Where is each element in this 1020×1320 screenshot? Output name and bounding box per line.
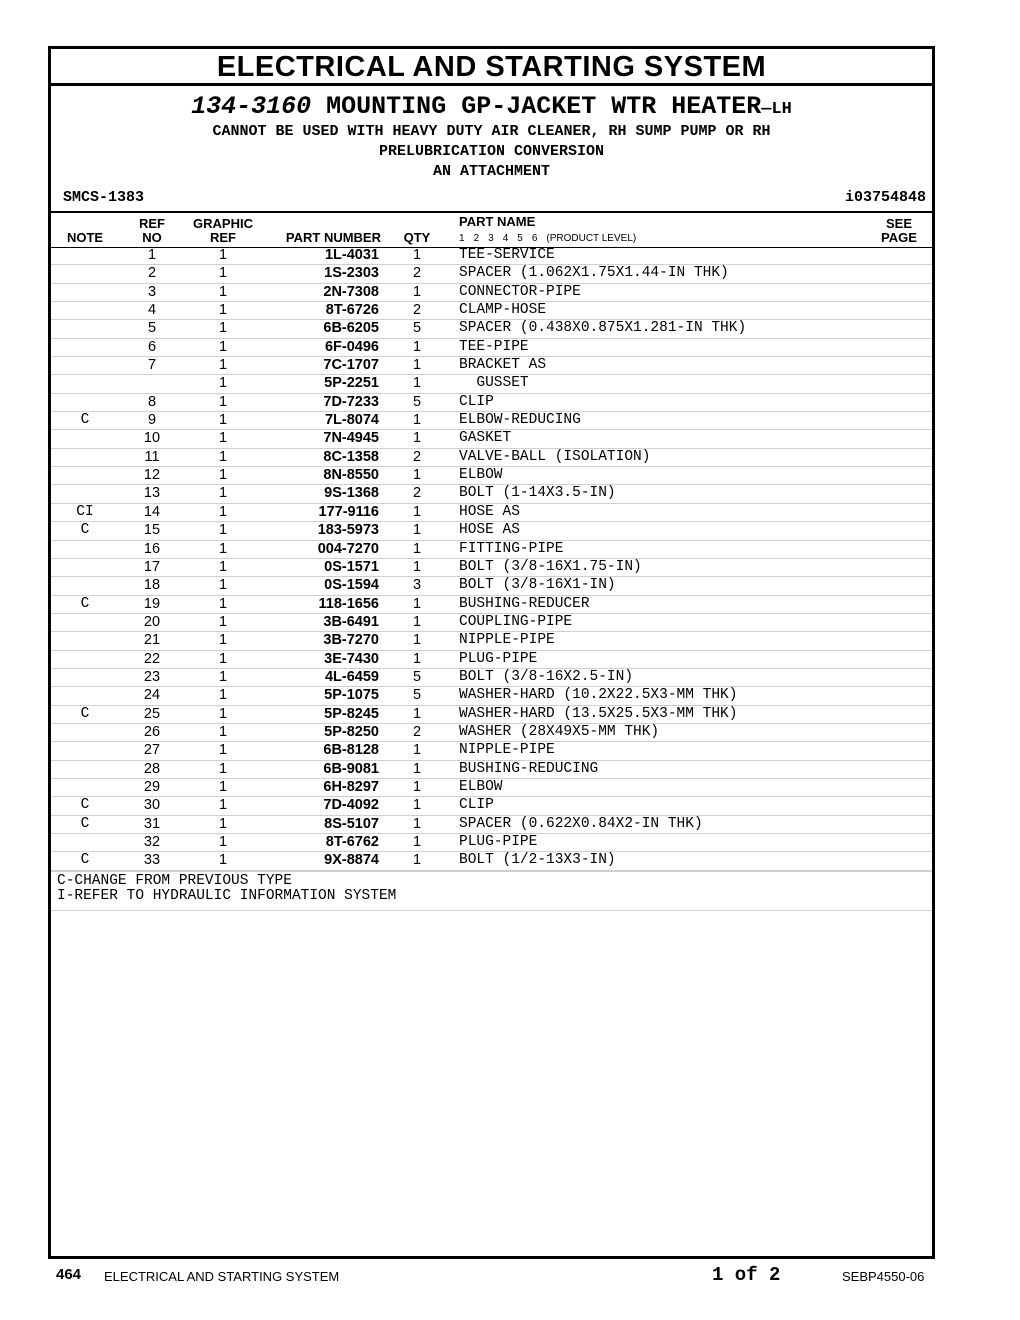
- qty-cell: 1: [412, 283, 422, 300]
- col-see-page-header-bottom: PAGE: [881, 230, 917, 245]
- level-2: 2: [473, 233, 480, 244]
- qty-cell: 1: [412, 522, 422, 539]
- part-number-cell: 177-9116: [318, 503, 379, 520]
- qty-cell: 1: [412, 338, 422, 355]
- part-number-cell: 0S-1571: [324, 558, 379, 575]
- qty-cell: 1: [412, 595, 422, 612]
- part-number-cell: 9X-8874: [324, 852, 379, 869]
- graphic-ref-cell: 1: [218, 577, 228, 594]
- part-number-cell: 1S-2303: [324, 265, 379, 282]
- footer-section: ELECTRICAL AND STARTING SYSTEM: [104, 1269, 340, 1284]
- table-row: [51, 651, 932, 669]
- table-row: [51, 761, 932, 779]
- qty-cell: 1: [412, 778, 422, 795]
- graphic-ref-cell: 1: [218, 448, 228, 465]
- part-number-cell: 5P-8250: [324, 723, 379, 740]
- table-row: [51, 669, 932, 687]
- graphic-ref-cell: 1: [218, 430, 228, 447]
- level-1: 1: [459, 233, 465, 244]
- part-name-cell: PLUG-PIPE: [459, 834, 538, 850]
- note-cell: CI: [76, 503, 94, 520]
- table-row: [51, 724, 932, 742]
- graphic-ref-cell: 1: [218, 650, 228, 667]
- product-level-label: (PRODUCT LEVEL): [546, 233, 637, 244]
- parts-list: [51, 247, 932, 871]
- graphic-ref-cell: 1: [218, 522, 228, 539]
- part-name-cell: WASHER-HARD (13.5X25.5X3-MM THK): [459, 705, 738, 722]
- qty-cell: 5: [412, 668, 422, 685]
- table-row: [51, 797, 932, 815]
- ref-no-cell: 33: [143, 852, 161, 869]
- graphic-ref-cell: 1: [218, 540, 228, 557]
- table-row: [51, 834, 932, 852]
- part-number-cell: 9S-1368: [324, 485, 379, 502]
- part-name-cell: BOLT (1/2-13X3-IN): [459, 852, 616, 869]
- part-name-cell: SPACER (1.062X1.75X1.44-IN THK): [459, 265, 729, 282]
- ref-no-cell: 14: [143, 503, 161, 520]
- table-row: [51, 357, 932, 375]
- graphic-ref-cell: 1: [218, 503, 228, 520]
- qty-cell: 1: [412, 632, 422, 649]
- part-name-cell: CLIP: [459, 797, 494, 814]
- part-number-cell: 7D-7233: [323, 393, 379, 410]
- table-row: [51, 394, 932, 412]
- graphic-ref-cell: 1: [218, 283, 228, 300]
- part-name-cell: BOLT (3/8-16X2.5-IN): [459, 668, 634, 685]
- graphic-ref-cell: 1: [218, 393, 228, 410]
- ref-no-cell: 31: [143, 815, 161, 832]
- table-row: [51, 247, 932, 265]
- ref-no-cell: 5: [147, 320, 157, 337]
- part-number-cell: 7L-8074: [324, 412, 379, 429]
- graphic-ref-cell: 1: [218, 834, 228, 850]
- table-row: [51, 816, 932, 834]
- group-title: [51, 92, 932, 125]
- ref-no-cell: 19: [143, 595, 161, 612]
- col-graphic-header-bottom: REF: [210, 230, 236, 245]
- ref-no-cell: 23: [143, 668, 161, 685]
- graphic-ref-cell: 1: [218, 595, 228, 612]
- ref-no-cell: 1: [147, 247, 157, 263]
- table-row: [51, 485, 932, 503]
- ref-no-cell: 10: [143, 430, 161, 447]
- table-row: [51, 742, 932, 760]
- qty-cell: 1: [412, 797, 422, 814]
- ref-no-cell: 4: [147, 302, 157, 319]
- footer-page-number: 464: [56, 1266, 82, 1283]
- part-number-cell: 8S-5107: [324, 815, 379, 832]
- table-row: [51, 430, 932, 448]
- ref-no-cell: 16: [143, 540, 161, 557]
- qty-cell: 1: [412, 760, 422, 777]
- ref-no-cell: 29: [143, 778, 161, 795]
- part-number-cell: 3E-7430: [324, 650, 379, 667]
- table-row: [51, 852, 932, 870]
- part-name-cell: BOLT (1-14X3.5-IN): [459, 485, 616, 502]
- table-row: [51, 265, 932, 283]
- table-row: [51, 504, 932, 522]
- part-name-cell: BRACKET AS: [459, 357, 547, 374]
- graphic-ref-cell: 1: [218, 632, 228, 649]
- ref-no-cell: 6: [147, 338, 157, 355]
- graphic-ref-cell: 1: [218, 338, 228, 355]
- table-row: [51, 779, 932, 797]
- ref-no-cell: 30: [143, 797, 161, 814]
- ref-no-cell: 13: [143, 485, 161, 502]
- col-see-page-header-top: SEE: [885, 216, 912, 231]
- notes-divider: [51, 871, 932, 872]
- part-name-cell: SPACER (0.438X0.875X1.281-IN THK): [459, 320, 747, 337]
- group-number: 134-3160: [191, 92, 312, 121]
- col-part-number-header: PART NUMBER: [285, 230, 381, 245]
- footer-doc-number: SEBP4550-06: [842, 1269, 925, 1284]
- header-divider: [51, 211, 932, 213]
- qty-cell: 1: [412, 834, 422, 850]
- graphic-ref-cell: 1: [218, 357, 228, 374]
- ref-no-cell: 32: [143, 834, 161, 850]
- smcs-code: SMCS-1383: [63, 189, 145, 206]
- qty-cell: 1: [412, 430, 422, 447]
- ref-no-cell: 27: [143, 742, 161, 759]
- group-name: MOUNTING GP-JACKET WTR HEATER: [326, 92, 762, 121]
- qty-cell: 1: [412, 247, 422, 263]
- qty-cell: 3: [412, 577, 422, 594]
- ref-no-cell: 24: [143, 687, 161, 704]
- ref-no-cell: 17: [143, 558, 161, 575]
- graphic-ref-cell: 1: [218, 467, 228, 484]
- col-graphic-header-top: GRAPHIC: [193, 216, 253, 231]
- level-5: 5: [517, 233, 523, 244]
- graphic-ref-cell: 1: [218, 778, 228, 795]
- table-row: [51, 577, 932, 595]
- part-number-cell: 1L-4031: [324, 247, 379, 263]
- graphic-ref-cell: 1: [218, 742, 228, 759]
- ref-no-cell: 25: [143, 705, 161, 722]
- qty-cell: 1: [412, 503, 422, 520]
- table-row: [51, 541, 932, 559]
- qty-cell: 1: [412, 742, 422, 759]
- qty-cell: 5: [412, 320, 422, 337]
- col-note-header: NOTE: [66, 230, 104, 245]
- part-number-cell: 118-1656: [318, 595, 379, 612]
- part-name-cell: ELBOW: [459, 467, 503, 484]
- part-number-cell: 7D-4092: [323, 797, 379, 814]
- table-row: [51, 522, 932, 540]
- note-cell: C: [80, 412, 90, 429]
- part-name-cell: BUSHING-REDUCING: [459, 760, 599, 777]
- graphic-ref-cell: 1: [218, 265, 228, 282]
- ref-no-cell: 12: [143, 467, 161, 484]
- graphic-ref-cell: 1: [218, 558, 228, 575]
- ref-no-cell: 7: [147, 357, 157, 374]
- qty-cell: 1: [412, 467, 422, 484]
- part-number-cell: 3B-7270: [323, 632, 379, 649]
- col-part-name-header: PART NAME: [459, 214, 536, 229]
- col-qty-header: QTY: [403, 230, 431, 245]
- table-row: [51, 559, 932, 577]
- part-name-cell: VALVE-BALL (ISOLATION): [459, 448, 651, 465]
- part-name-cell: TEE-SERVICE: [459, 247, 555, 263]
- table-row: [51, 632, 932, 650]
- ref-no-cell: 8: [147, 393, 157, 410]
- part-number-cell: 004-7270: [317, 540, 379, 557]
- graphic-ref-cell: 1: [218, 320, 228, 337]
- subtitle-line-3: AN ATTACHMENT: [432, 163, 551, 180]
- qty-cell: 2: [412, 448, 422, 465]
- graphic-ref-cell: 1: [218, 852, 228, 869]
- table-row: [51, 320, 932, 338]
- table-row: [51, 614, 932, 632]
- part-name-cell: WASHER-HARD (10.2X22.5X3-MM THK): [459, 687, 738, 704]
- table-row: [51, 412, 932, 430]
- ref-no-cell: 11: [144, 448, 160, 465]
- graphic-ref-cell: 1: [218, 247, 228, 263]
- illustration-id: i03754848: [844, 189, 926, 206]
- ref-no-cell: 18: [143, 577, 161, 594]
- qty-cell: 2: [412, 485, 422, 502]
- footer-page-of: 1 of 2: [712, 1264, 781, 1286]
- product-levels: [459, 233, 645, 244]
- ref-no-cell: 3: [147, 283, 157, 300]
- ref-no-cell: 28: [143, 760, 161, 777]
- part-number-cell: 8C-1358: [323, 448, 379, 465]
- graphic-ref-cell: 1: [218, 705, 228, 722]
- col-ref-header-bottom: NO: [142, 230, 162, 245]
- part-number-cell: 6H-8297: [323, 778, 379, 795]
- table-row: [51, 284, 932, 302]
- part-number-cell: 7C-1707: [323, 357, 379, 374]
- part-number-cell: 5P-1075: [324, 687, 379, 704]
- level-6: 6: [531, 233, 538, 244]
- part-number-cell: 0S-1594: [324, 577, 379, 594]
- graphic-ref-cell: 1: [218, 302, 228, 319]
- part-number-cell: 6B-9081: [323, 760, 379, 777]
- table-row: [51, 706, 932, 724]
- notes-bottom-divider: [51, 910, 932, 911]
- note-cell: C: [80, 797, 90, 814]
- part-name-cell: BOLT (3/8-16X1.75-IN): [459, 558, 642, 575]
- qty-cell: 1: [412, 412, 422, 429]
- qty-cell: 1: [412, 540, 422, 557]
- level-3: 3: [488, 233, 494, 244]
- graphic-ref-cell: 1: [218, 815, 228, 832]
- table-row: [51, 339, 932, 357]
- note-line-2: I-REFER TO HYDRAULIC INFORMATION SYSTEM: [57, 887, 397, 904]
- graphic-ref-cell: 1: [218, 613, 228, 630]
- graphic-ref-cell: 1: [218, 485, 228, 502]
- part-name-cell: TEE-PIPE: [459, 338, 529, 355]
- qty-cell: 2: [412, 302, 422, 319]
- part-name-cell: CLAMP-HOSE: [459, 302, 547, 319]
- part-name-cell: GUSSET: [459, 375, 529, 392]
- ref-no-cell: 26: [143, 723, 161, 740]
- ref-no-cell: 2: [147, 265, 157, 282]
- section-title: ELECTRICAL AND STARTING SYSTEM: [51, 49, 932, 86]
- ref-no-cell: 21: [143, 632, 161, 649]
- part-name-cell: ELBOW-REDUCING: [459, 412, 581, 429]
- ref-no-cell: 22: [143, 650, 161, 667]
- part-number-cell: 2N-7308: [323, 283, 379, 300]
- part-name-cell: GASKET: [459, 430, 512, 447]
- ref-no-cell: 9: [147, 412, 157, 429]
- part-number-cell: 6B-6205: [323, 320, 379, 337]
- part-number-cell: 8T-6762: [325, 834, 379, 850]
- table-row: [51, 596, 932, 614]
- table-row: [51, 302, 932, 320]
- qty-cell: 1: [412, 852, 422, 869]
- graphic-ref-cell: 1: [218, 668, 228, 685]
- note-cell: C: [80, 595, 90, 612]
- note-line-1: C-CHANGE FROM PREVIOUS TYPE: [57, 872, 292, 889]
- part-name-cell: PLUG-PIPE: [459, 650, 538, 667]
- part-number-cell: 6B-8128: [323, 742, 379, 759]
- part-number-cell: 8N-8550: [323, 467, 379, 484]
- part-name-cell: ELBOW: [459, 778, 503, 795]
- part-name-cell: WASHER (28X49X5-MM THK): [459, 723, 660, 740]
- graphic-ref-cell: 1: [218, 723, 228, 740]
- subtitle-line-1: CANNOT BE USED WITH HEAVY DUTY AIR CLEANER, RH SUMP PUMP OR RH: [212, 123, 771, 140]
- graphic-ref-cell: 1: [218, 760, 228, 777]
- qty-cell: 1: [412, 705, 422, 722]
- part-number-cell: 5P-2251: [324, 375, 379, 392]
- notes-block: [57, 874, 927, 904]
- part-name-cell: NIPPLE-PIPE: [459, 742, 555, 759]
- part-number-cell: 5P-8245: [324, 705, 379, 722]
- part-name-cell: NIPPLE-PIPE: [459, 632, 555, 649]
- qty-cell: 1: [412, 357, 422, 374]
- part-name-cell: HOSE AS: [459, 522, 520, 539]
- part-number-cell: 3B-6491: [323, 613, 379, 630]
- part-number-cell: 4L-6459: [324, 668, 379, 685]
- ref-no-cell: 15: [143, 522, 161, 539]
- part-name-cell: CLIP: [459, 393, 494, 410]
- part-name-cell: HOSE AS: [459, 503, 520, 520]
- parts-page-frame: [48, 46, 935, 1259]
- qty-cell: 1: [412, 613, 422, 630]
- qty-cell: 5: [412, 393, 422, 410]
- qty-cell: 1: [412, 375, 422, 392]
- qty-cell: 1: [412, 558, 422, 575]
- table-row: [51, 375, 932, 393]
- part-name-cell: CONNECTOR-PIPE: [459, 283, 581, 300]
- note-cell: C: [80, 815, 90, 832]
- part-name-cell: BUSHING-REDUCER: [459, 595, 590, 612]
- part-name-cell: FITTING-PIPE: [459, 540, 564, 557]
- qty-cell: 1: [412, 815, 422, 832]
- part-name-cell: BOLT (3/8-16X1-IN): [459, 577, 616, 594]
- qty-cell: 2: [412, 723, 422, 740]
- note-cell: C: [80, 705, 90, 722]
- graphic-ref-cell: 1: [218, 412, 228, 429]
- part-number-cell: 8T-6726: [325, 302, 379, 319]
- group-suffix: —LH: [761, 100, 792, 119]
- qty-cell: 2: [412, 265, 422, 282]
- part-number-cell: 183-5973: [317, 522, 379, 539]
- qty-cell: 1: [412, 650, 422, 667]
- graphic-ref-cell: 1: [218, 687, 228, 704]
- level-4: 4: [502, 233, 509, 244]
- graphic-ref-cell: 1: [218, 375, 228, 392]
- table-row: [51, 467, 932, 485]
- part-name-cell: COUPLING-PIPE: [459, 613, 573, 630]
- part-number-cell: 7N-4945: [323, 430, 379, 447]
- note-cell: C: [80, 852, 90, 869]
- col-ref-header-top: REF: [139, 216, 165, 231]
- qty-cell: 5: [412, 687, 422, 704]
- part-number-cell: 6F-0496: [324, 338, 379, 355]
- subtitle-line-2: PRELUBRICATION CONVERSION: [378, 143, 605, 160]
- graphic-ref-cell: 1: [218, 797, 228, 814]
- table-row: [51, 449, 932, 467]
- table-row: [51, 687, 932, 705]
- part-name-cell: SPACER (0.622X0.84X2-IN THK): [459, 815, 703, 832]
- note-cell: C: [80, 522, 90, 539]
- ref-no-cell: 20: [143, 613, 161, 630]
